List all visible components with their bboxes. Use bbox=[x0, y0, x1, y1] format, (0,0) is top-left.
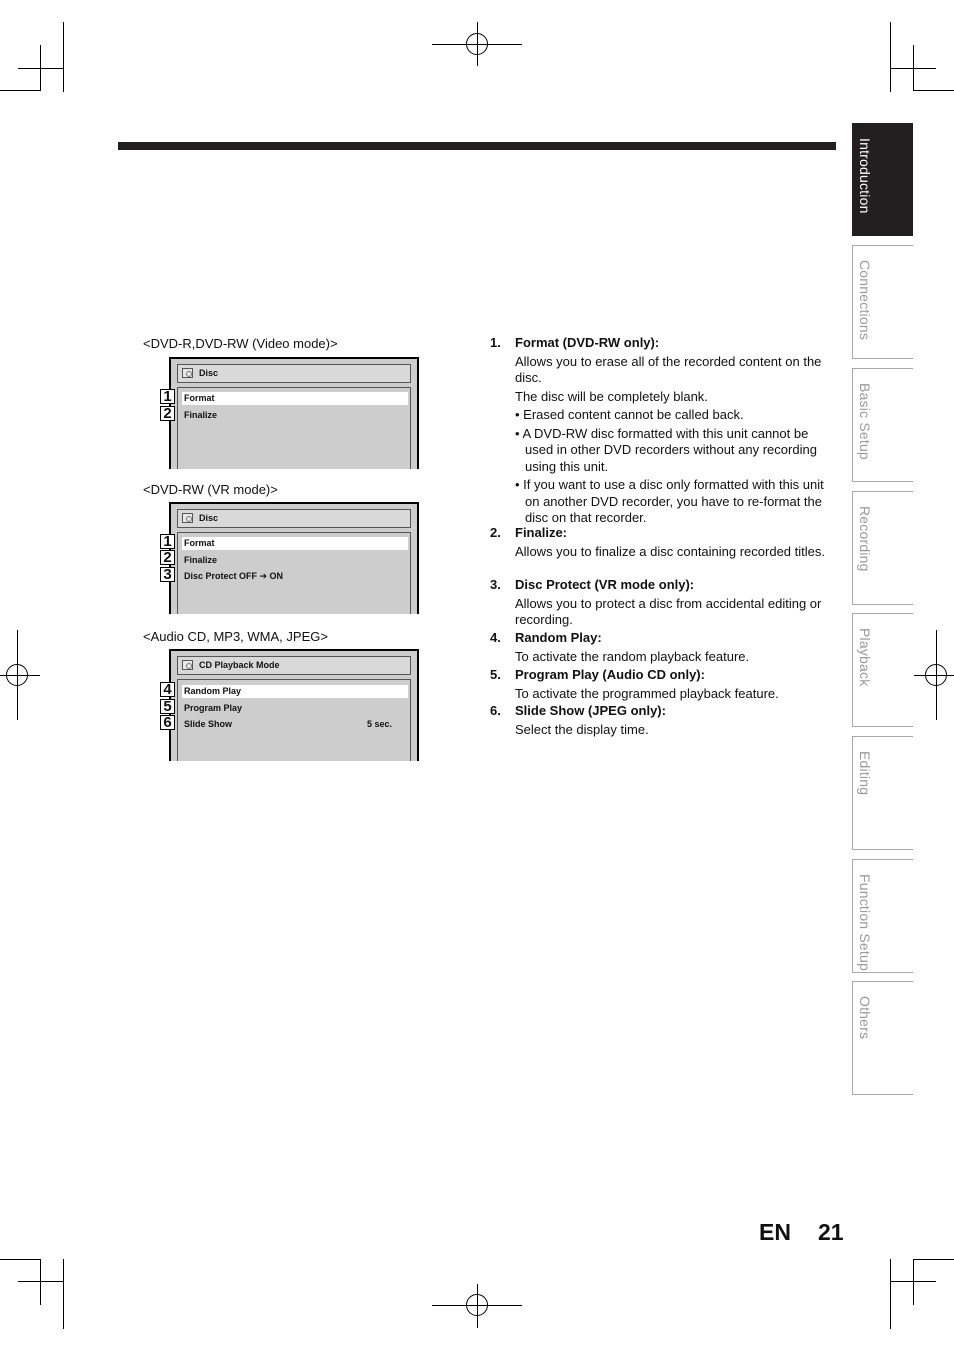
side-tab-label: Function Setup bbox=[857, 874, 873, 971]
item-title: Finalize: bbox=[515, 525, 568, 540]
side-tab-label: Basic Setup bbox=[857, 383, 873, 460]
menu-item-label: Slide Show bbox=[184, 719, 233, 729]
item-heading bbox=[490, 335, 840, 352]
item-description: Allows you to erase all of the recorded content on the disc. bbox=[515, 353, 822, 385]
registration-mark bbox=[0, 675, 40, 676]
item-number: 3. bbox=[490, 577, 501, 592]
menu-title: Disc bbox=[199, 513, 219, 523]
callout-number: 4 bbox=[160, 682, 175, 697]
description-item bbox=[490, 667, 840, 702]
menu-item-label: Format bbox=[184, 393, 215, 403]
item-heading bbox=[490, 667, 840, 684]
callout-number: 2 bbox=[160, 550, 175, 565]
side-tab-label: Others bbox=[857, 996, 873, 1040]
menu-titlebar bbox=[177, 656, 411, 675]
disc-icon bbox=[182, 513, 193, 523]
item-number: 1. bbox=[490, 335, 501, 350]
crop-mark bbox=[914, 90, 954, 91]
side-tab-basic-setup[interactable] bbox=[852, 368, 913, 482]
item-heading bbox=[490, 525, 840, 542]
crop-mark bbox=[63, 22, 64, 92]
menu-item-program-play[interactable] bbox=[182, 702, 408, 715]
side-tab-playback[interactable] bbox=[852, 613, 913, 727]
screen-caption: <Audio CD, MP3, WMA, JPEG> bbox=[143, 629, 328, 644]
item-description: Select the display time. bbox=[515, 721, 649, 737]
menu-titlebar bbox=[177, 509, 411, 528]
side-tab-label: Introduction bbox=[857, 138, 873, 214]
item-heading bbox=[490, 630, 840, 647]
side-tab-editing[interactable] bbox=[852, 736, 913, 850]
callout-number: 2 bbox=[160, 406, 175, 421]
menu-item-disc-protect[interactable] bbox=[182, 570, 408, 583]
side-tab-introduction[interactable] bbox=[852, 123, 913, 236]
language-label: EN bbox=[759, 1219, 791, 1245]
crop-mark bbox=[913, 1259, 914, 1305]
item-heading bbox=[490, 703, 840, 720]
menu-title: CD Playback Mode bbox=[199, 660, 280, 670]
crop-mark bbox=[40, 45, 41, 91]
crop-mark bbox=[890, 22, 891, 92]
item-bullet: • A DVD-RW disc formatted with this unit cannot be used in other DVD recorders without any recording using this unit. bbox=[515, 425, 817, 474]
item-description: To activate the random playback feature. bbox=[515, 648, 750, 664]
crop-mark bbox=[0, 1259, 40, 1260]
disc-menu-screen bbox=[169, 357, 419, 469]
item-description: To activate the programmed playback feature. bbox=[515, 685, 779, 701]
side-tab-others[interactable] bbox=[852, 981, 913, 1095]
description-item bbox=[490, 335, 840, 527]
menu-title: Disc bbox=[199, 368, 219, 378]
disc-menu-screen bbox=[169, 502, 419, 614]
item-number: 4. bbox=[490, 630, 501, 645]
side-tab-function-setup[interactable] bbox=[852, 859, 913, 973]
screen-caption: <DVD-R,DVD-RW (Video mode)> bbox=[143, 336, 338, 351]
item-number: 2. bbox=[490, 525, 501, 540]
menu-item-finalize[interactable] bbox=[182, 409, 408, 422]
menu-item-label: Program Play bbox=[184, 703, 243, 713]
crop-mark bbox=[63, 1259, 64, 1329]
menu-item-slide-show[interactable] bbox=[182, 718, 408, 731]
screen-caption: <DVD-RW (VR mode)> bbox=[143, 482, 278, 497]
side-tab-label: Connections bbox=[857, 260, 873, 341]
cd-playback-icon bbox=[182, 660, 193, 670]
menu-item-label: Random Play bbox=[184, 686, 242, 696]
description-item bbox=[490, 630, 840, 665]
registration-mark bbox=[17, 630, 18, 720]
menu-panel bbox=[177, 387, 411, 469]
side-tab-connections[interactable] bbox=[852, 245, 913, 359]
disc-icon bbox=[182, 368, 193, 378]
crop-mark bbox=[40, 1259, 41, 1305]
side-tab-label: Recording bbox=[857, 506, 873, 572]
callout-number: 3 bbox=[160, 567, 175, 582]
callout-number: 1 bbox=[160, 534, 175, 549]
item-bullet: • If you want to use a disc only formatted with this unit on another DVD recorder, you have to re-format the disc on that recorder. bbox=[515, 477, 824, 525]
description-item bbox=[490, 525, 840, 560]
crop-mark bbox=[890, 1259, 891, 1329]
description-item bbox=[490, 703, 840, 738]
menu-item-label: Finalize bbox=[184, 555, 218, 565]
callout-number: 5 bbox=[160, 699, 175, 714]
item-heading bbox=[490, 577, 840, 594]
menu-item-finalize[interactable] bbox=[182, 554, 408, 567]
item-description: The disc will be completely blank. bbox=[515, 388, 708, 404]
item-bullet: • Erased content cannot be called back. bbox=[515, 407, 744, 422]
item-number: 5. bbox=[490, 667, 501, 682]
page-number: 21 bbox=[818, 1219, 844, 1245]
menu-panel bbox=[177, 679, 411, 761]
item-number: 6. bbox=[490, 703, 501, 718]
menu-item-format[interactable] bbox=[182, 537, 408, 550]
menu-item-label: Disc Protect OFF ➔ ON bbox=[184, 571, 284, 581]
item-description: Allows you to protect a disc from accidental editing or recording. bbox=[515, 595, 822, 627]
callout-number: 1 bbox=[160, 389, 175, 404]
menu-item-label: Format bbox=[184, 538, 215, 548]
description-item bbox=[490, 577, 840, 629]
crop-mark bbox=[914, 1259, 954, 1260]
item-title: Slide Show (JPEG only): bbox=[515, 703, 666, 718]
crop-mark bbox=[913, 45, 914, 91]
registration-mark bbox=[477, 22, 478, 66]
menu-item-value: 5 sec. bbox=[366, 719, 392, 729]
crop-mark bbox=[0, 90, 40, 91]
header-rule bbox=[118, 142, 836, 150]
side-tab-label: Editing bbox=[857, 751, 873, 796]
item-title: Disc Protect (VR mode only): bbox=[515, 577, 695, 592]
registration-mark bbox=[914, 675, 954, 676]
item-title: Format (DVD-RW only): bbox=[515, 335, 660, 350]
cd-playback-menu-screen bbox=[169, 649, 419, 761]
menu-item-label: Finalize bbox=[184, 410, 218, 420]
menu-item-format[interactable] bbox=[182, 392, 408, 405]
item-title: Random Play: bbox=[515, 630, 602, 645]
callout-number: 6 bbox=[160, 715, 175, 730]
menu-titlebar bbox=[177, 364, 411, 383]
side-tab-recording[interactable] bbox=[852, 491, 913, 605]
side-tab-label: Playback bbox=[857, 628, 873, 687]
menu-panel bbox=[177, 532, 411, 614]
item-description: Allows you to finalize a disc containing recorded titles. bbox=[515, 543, 825, 559]
menu-item-random-play[interactable] bbox=[182, 685, 408, 698]
registration-mark bbox=[936, 630, 937, 720]
registration-mark bbox=[477, 1284, 478, 1328]
item-title: Program Play (Audio CD only): bbox=[515, 667, 705, 682]
